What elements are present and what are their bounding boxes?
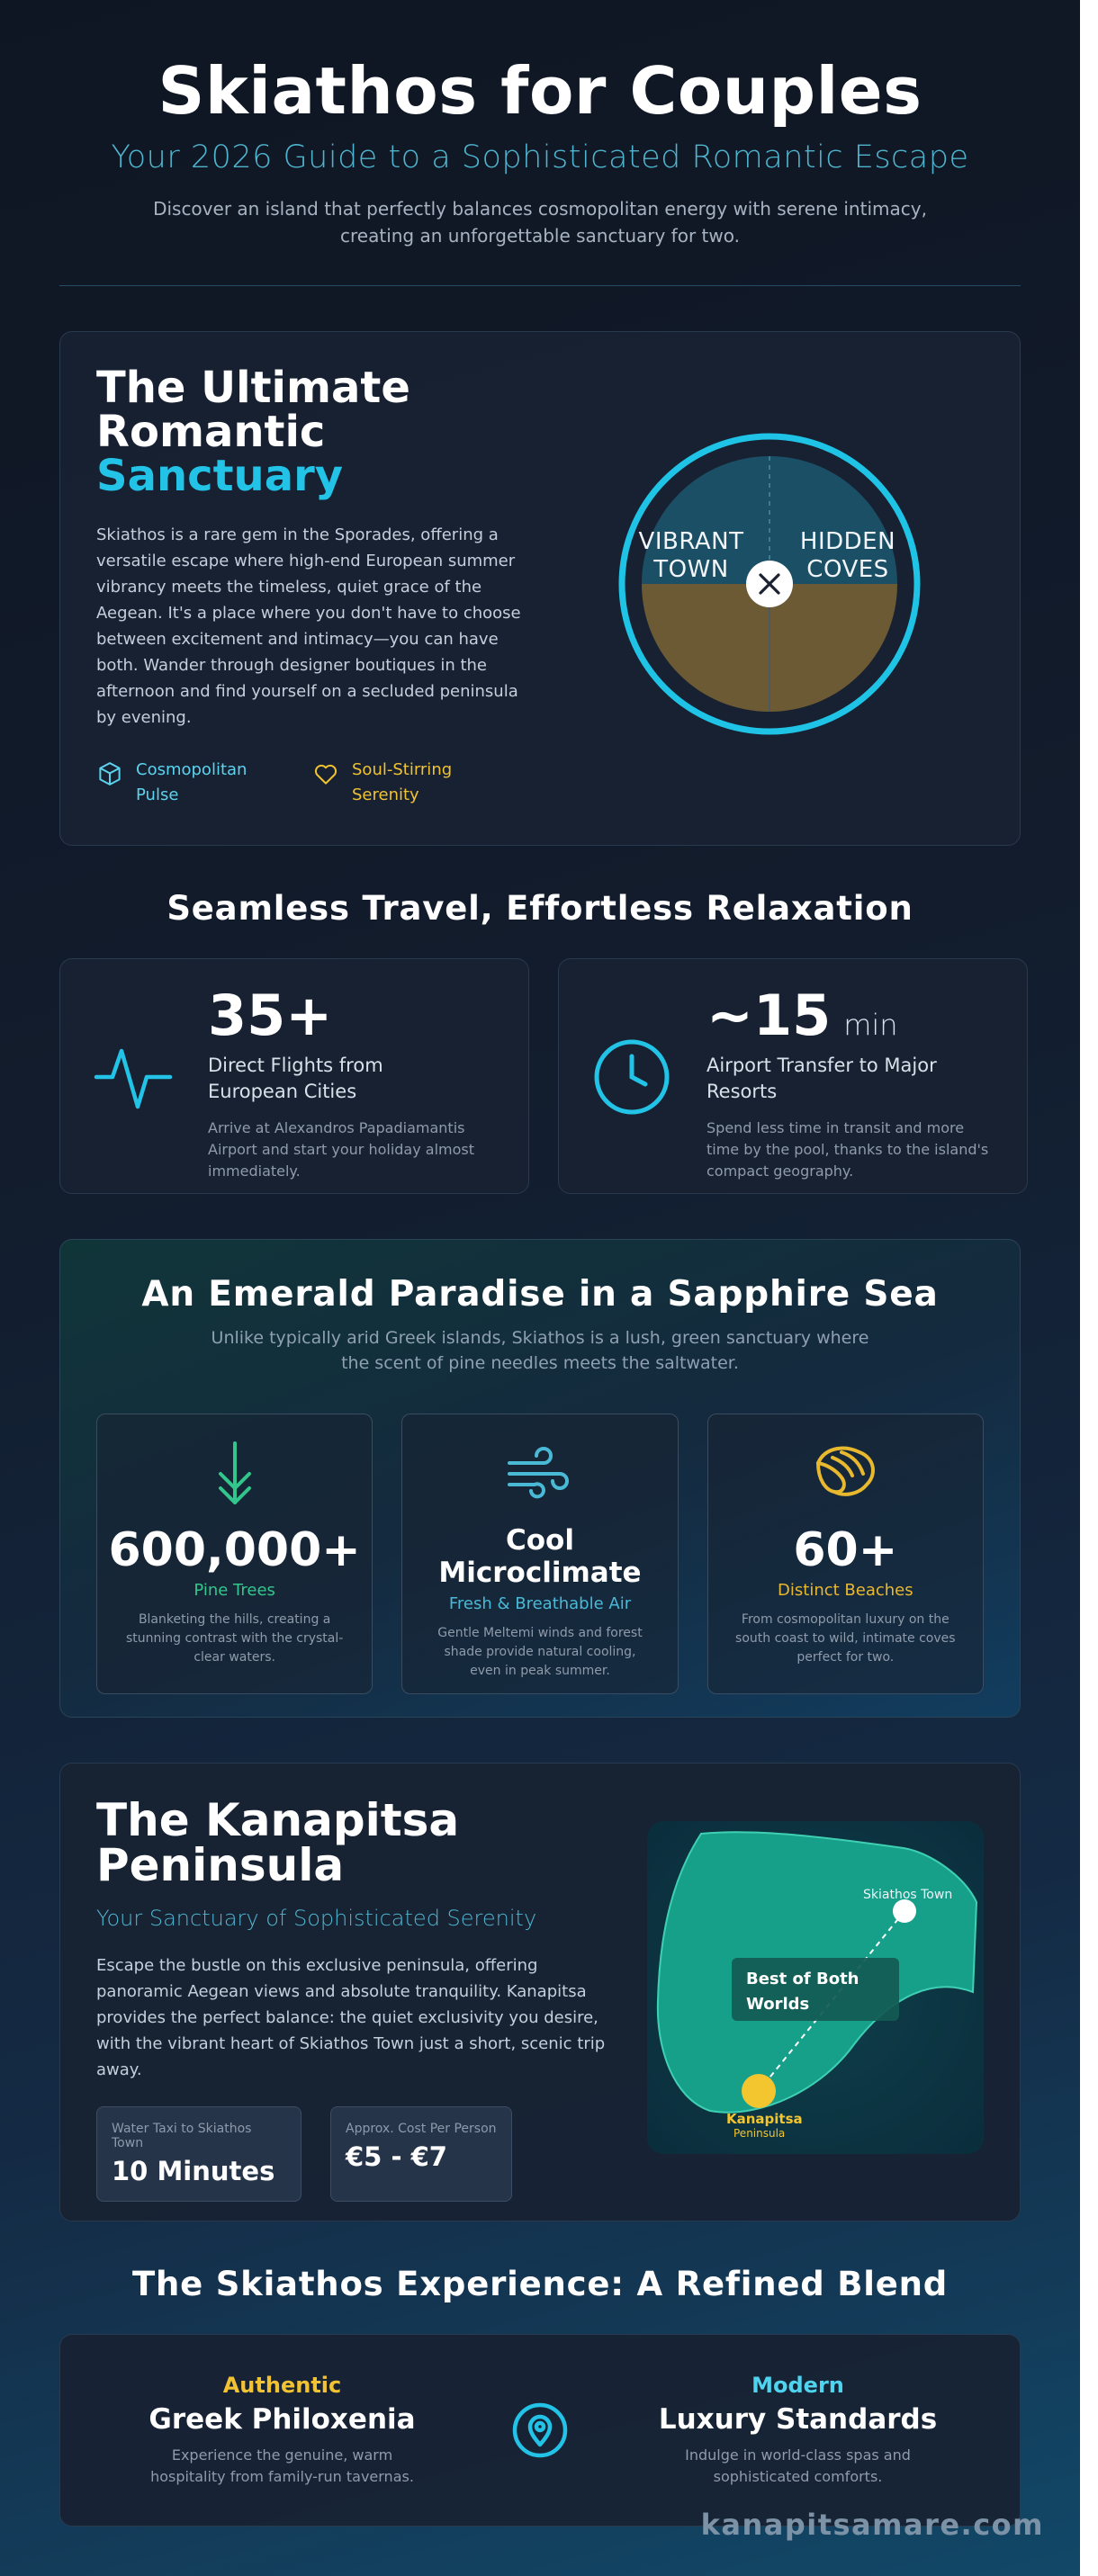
experience-authentic-heading: Greek Philoxenia — [148, 2403, 416, 2437]
flights-lead: Direct Flights from European Cities — [208, 1055, 383, 1103]
transfer-number — [706, 983, 994, 1049]
stat-microclimate-value: Cool Microclimate — [438, 1524, 642, 1590]
flights-card — [59, 958, 529, 1194]
map-label-peninsula: Peninsula — [734, 2127, 786, 2141]
experience-modern — [576, 2373, 1020, 2488]
experience-modern-desc: Indulge in world-class spas and sophisticated comforts. — [685, 2446, 911, 2486]
fact-cost — [330, 2106, 512, 2202]
experience-title: The Skiathos Experience: A Refined Blend — [131, 2265, 949, 2304]
stat-beaches — [707, 1414, 984, 1694]
stat-pine-trees — [96, 1414, 373, 1694]
flights-content — [208, 983, 496, 1180]
heart-icon — [312, 760, 339, 787]
transfer-note: Spend less time in transit and more time by the pool, thanks to the island's compact geography. — [706, 1119, 989, 1180]
pulse-icon — [93, 1037, 174, 1117]
page-edge-strip — [1080, 0, 1098, 2576]
sanctuary-title-accent: Sanctuary — [96, 451, 344, 502]
stat-pine-trees-desc: Blanketing the hills, creating a stunning contrast with the crystal-clear waters. — [125, 1611, 344, 1665]
kanapitsa-subtitle: Your Sanctuary of Sophisticated Serenity — [96, 1906, 537, 1932]
experience-authentic-desc: Experience the genuine, warm hospitality from family-run tavernas. — [150, 2446, 414, 2486]
fact-water-taxi-value: 10 Minutes — [112, 2156, 275, 2187]
emerald-subtitle: Unlike typically arid Greek islands, Skiathos is a lush, green sanctuary where the scent of pine needles meets the saltwater. — [211, 1328, 869, 1374]
kanapitsa-body: Escape the bustle on this exclusive peninsula, offering panoramic Aegean views and absolute tranquility. Kanapitsa provides the perfect balance: the quiet exclusivity you desire, with the vibrant heart of Skiathos Town just a short, scenic trip away. — [96, 1956, 606, 2080]
flights-number: 35+ — [208, 983, 333, 1049]
page-subtitle: Your 2026 Guide to a Sophisticated Romantic Escape — [111, 139, 969, 176]
stat-microclimate-desc: Gentle Meltemi winds and forest shade provide natural cooling, even in peak summer. — [437, 1626, 643, 1679]
arrow-down-icon — [199, 1438, 271, 1510]
sanctuary-body: Skiathos is a rare gem in the Sporades, offering a versatile escape where high-end European summer vibrancy meets the timeless, quiet grace of the Aegean. It's a place where you don't have to choose between excitement and intimacy—you can have both. Wander through designer boutiques in the afternoon and find yourself on a secluded peninsula by evening. — [96, 525, 521, 728]
map-badge-best-of-both-worlds: Best of Both Worlds — [732, 1958, 899, 2021]
dial-label-hidden-coves: HIDDEN COVES — [799, 528, 896, 584]
shell-icon — [809, 1438, 881, 1510]
sanctuary-card — [59, 331, 1021, 846]
wind-icon — [504, 1438, 576, 1510]
map-label-kanapitsa: Kanapitsa — [726, 2111, 803, 2128]
experience-card — [59, 2334, 1021, 2527]
emerald-title: An Emerald Paradise in a Sapphire Sea — [141, 1274, 939, 1315]
stat-beaches-value: 60+ — [793, 1523, 898, 1578]
balance-dial — [616, 431, 922, 737]
transfer-card — [558, 958, 1028, 1194]
stat-beaches-label: Distinct Beaches — [778, 1580, 914, 1600]
stat-pine-trees-label: Pine Trees — [194, 1580, 275, 1600]
sanctuary-title — [96, 363, 564, 502]
travel-cards — [59, 958, 1021, 1194]
flights-note: Arrive at Alexandros Papadiamantis Airport and start your holiday almost immediately. — [208, 1119, 475, 1180]
map-label-skiathos-town: Skiathos Town — [863, 1888, 953, 1903]
feature-cosmopolitan — [96, 758, 258, 808]
page-title: Skiathos for Couples — [158, 53, 922, 129]
dial-label-vibrant-town: VIBRANT TOWN — [638, 528, 744, 584]
hero-divider — [59, 285, 1021, 286]
transfer-number-unit: min — [843, 1008, 898, 1043]
travel-section-title: Seamless Travel, Effortless Relaxation — [166, 889, 914, 929]
kanapitsa-card — [59, 1763, 1021, 2221]
transfer-number-value: ~15 — [706, 983, 832, 1049]
transfer-content — [706, 983, 994, 1180]
experience-authentic — [60, 2373, 504, 2488]
fact-cost-value: €5 - €7 — [346, 2141, 447, 2173]
sanctuary-title-main: The Ultimate Romantic — [96, 363, 410, 458]
footer-brand[interactable]: kanapitsamare.com — [700, 2508, 1044, 2542]
map-pin-icon — [504, 2394, 576, 2466]
fact-water-taxi — [96, 2106, 302, 2202]
experience-authentic-tag: Authentic — [222, 2373, 342, 2399]
stat-pine-trees-value: 600,000+ — [108, 1523, 361, 1578]
fact-cost-label: Approx. Cost Per Person — [346, 2122, 497, 2137]
stat-microclimate — [401, 1414, 678, 1694]
peninsula-map — [647, 1821, 984, 2154]
stat-microclimate-label: Fresh & Breathable Air — [448, 1594, 632, 1614]
page-intro: Discover an island that perfectly balances cosmopolitan energy with serene intimacy, creating an unforgettable sanctuary for two. — [153, 198, 927, 247]
experience-modern-tag: Modern — [752, 2373, 844, 2399]
stat-beaches-desc: From cosmopolitan luxury on the south coast to wild, intimate coves perfect for two. — [735, 1611, 956, 1665]
hero-header — [59, 0, 1021, 286]
sanctuary-features — [96, 758, 984, 808]
feature-cosmopolitan-label: Cosmopolitan Pulse — [136, 760, 248, 805]
emerald-stats — [96, 1414, 984, 1694]
feature-serenity-label: Soul-Stirring Serenity — [352, 760, 453, 805]
experience-modern-heading: Luxury Standards — [658, 2403, 938, 2437]
kanapitsa-title: The Kanapitsa Peninsula — [96, 1794, 460, 1892]
transfer-lead: Airport Transfer to Major Resorts — [706, 1055, 937, 1103]
clock-icon — [591, 1037, 672, 1117]
balance-dial-graphic — [616, 431, 922, 737]
cube-icon — [96, 760, 123, 787]
feature-serenity — [312, 758, 474, 808]
emerald-section — [59, 1239, 1021, 1718]
fact-water-taxi-label: Water Taxi to Skiathos Town — [112, 2122, 252, 2151]
